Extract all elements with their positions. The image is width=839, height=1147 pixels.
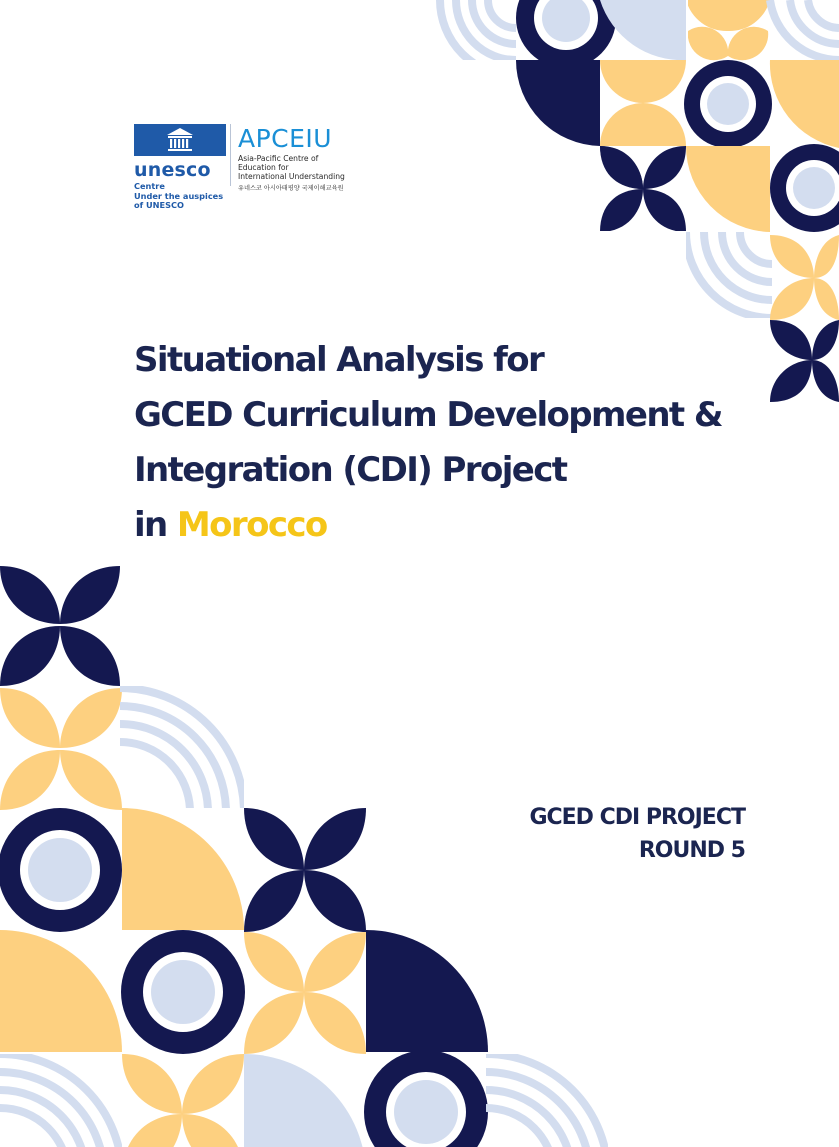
title-line-2: GCED Curriculum Development & bbox=[134, 395, 722, 435]
report-title bbox=[134, 333, 774, 553]
apceiu-line-3: International Understanding bbox=[238, 172, 345, 182]
apceiu-wordmark: APCEIU bbox=[238, 124, 333, 153]
apceiu-line-2: Education for bbox=[238, 163, 289, 173]
title-line-1: Situational Analysis for bbox=[134, 340, 544, 380]
project-round: ROUND 5 bbox=[638, 838, 745, 863]
apceiu-line-1: Asia-Pacific Centre of bbox=[238, 154, 319, 163]
navy-clover-top bbox=[600, 146, 686, 232]
navy-leaves-left bbox=[0, 566, 120, 686]
logo-group bbox=[134, 124, 374, 224]
project-label bbox=[529, 801, 745, 867]
navy-clover-bottom bbox=[244, 808, 366, 932]
arcs-top bbox=[440, 0, 516, 76]
title-line-3: Integration (CDI) Project bbox=[134, 450, 567, 490]
title-line-4-prefix: in bbox=[134, 505, 177, 545]
title-country: Morocco bbox=[176, 505, 327, 545]
project-name: GCED CDI PROJECT bbox=[529, 805, 745, 830]
unesco-temple-icon bbox=[134, 124, 226, 156]
apceiu-korean-name: 유네스코 아시아태평양 국제이해교육원 bbox=[238, 184, 344, 192]
apceiu-logo bbox=[238, 124, 378, 193]
logo-divider bbox=[230, 124, 231, 186]
unesco-logo bbox=[134, 124, 230, 211]
unesco-wordmark: unesco bbox=[134, 159, 211, 181]
unesco-subtitle: Centre Under the auspices of UNESCO bbox=[134, 181, 224, 210]
title-line-4 bbox=[134, 498, 774, 553]
